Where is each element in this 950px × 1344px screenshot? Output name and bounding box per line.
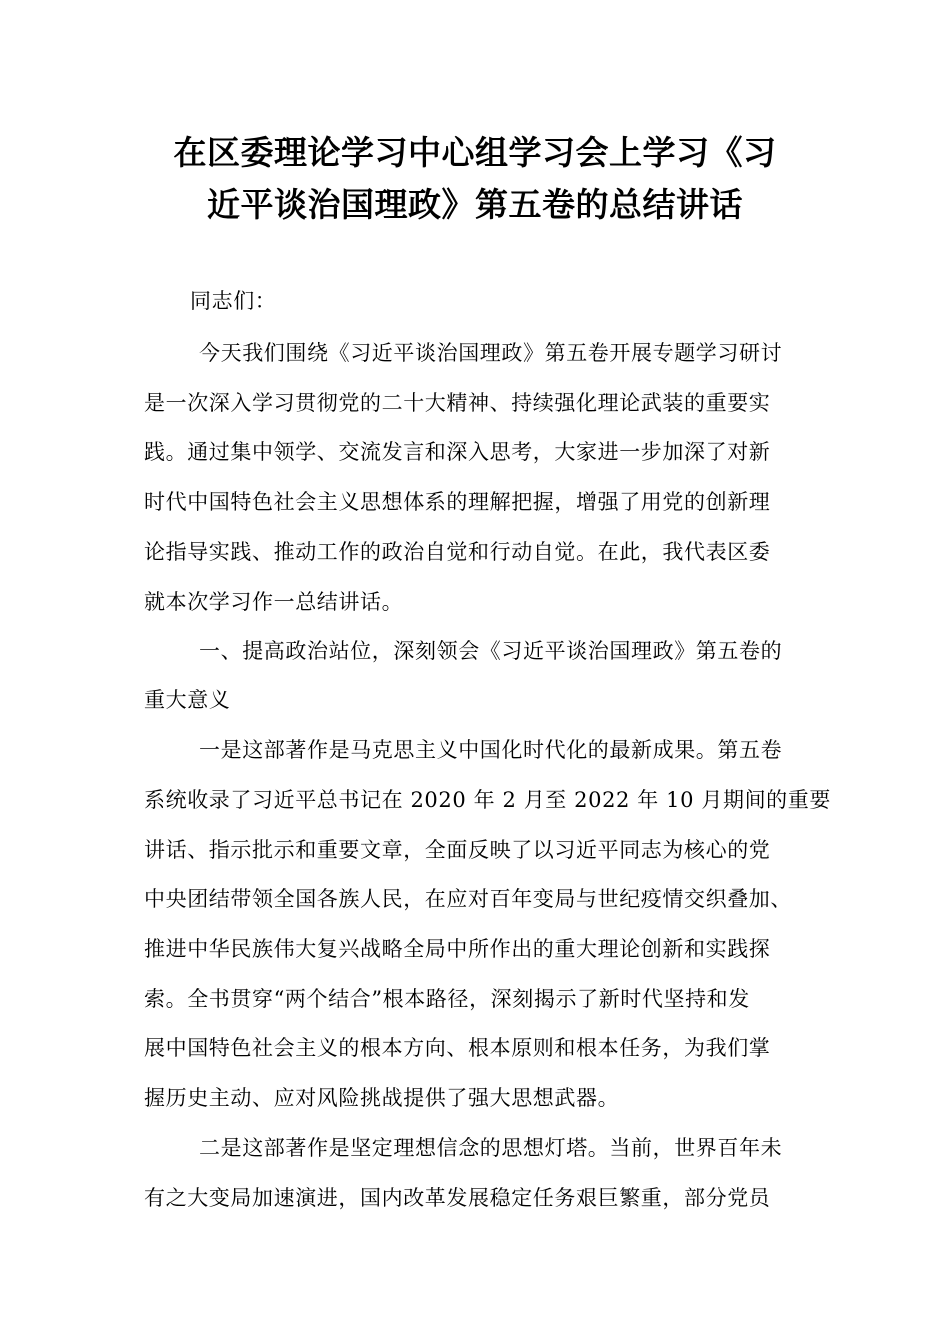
paragraph-line: 系统收录了习近平总书记在 2020 年 2 月至 2022 年 10 月期间的重要 [144, 788, 831, 812]
paragraph-line: 推进中华民族伟大复兴战略全局中所作出的重大理论创新和实践探 [144, 937, 771, 961]
paragraph-line: 今天我们围绕《习近平谈治国理政》第五卷开展专题学习研讨 [199, 341, 783, 365]
salutation: 同志们： [190, 289, 277, 313]
paragraph-line: 二是这部著作是坚定理想信念的思想灯塔。当前，世界百年未 [199, 1136, 783, 1160]
paragraph-line: 就本次学习作一总结讲话。 [144, 590, 404, 614]
paragraph-line: 索。全书贯穿“两个结合”根本路径，深刻揭示了新时代坚持和发 [144, 987, 750, 1011]
paragraph-line: 是一次深入学习贯彻党的二十大精神、持续强化理论武装的重要实 [144, 391, 771, 415]
section-heading-line: 重大意义 [144, 688, 231, 712]
paragraph-line: 论指导实践、推动工作的政治自觉和行动自觉。在此，我代表区委 [144, 540, 771, 564]
paragraph-line: 讲话、指示批示和重要文章，全面反映了以习近平同志为核心的党 [144, 838, 771, 862]
paragraph-line: 中央团结带领全国各族人民，在应对百年变局与世纪疫情交织叠加、 [144, 887, 792, 911]
paragraph-line: 一是这部著作是马克思主义中国化时代化的最新成果。第五卷 [199, 738, 783, 762]
section-heading-line: 一、提高政治站位，深刻领会《习近平谈治国理政》第五卷的 [199, 639, 783, 663]
paragraph-line: 时代中国特色社会主义思想体系的理解把握，增强了用党的创新理 [144, 490, 771, 514]
paragraph-line: 握历史主动、应对风险挑战提供了强大思想武器。 [144, 1086, 620, 1110]
paragraph-line: 展中国特色社会主义的根本方向、根本原则和根本任务，为我们掌 [144, 1036, 771, 1060]
paragraph-line: 践。通过集中领学、交流发言和深入思考，大家进一步加深了对新 [144, 440, 771, 464]
title-line-2: 近平谈治国理政》第五卷的总结讲话 [207, 185, 743, 224]
title-line-1: 在区委理论学习中心组学习会上学习《习 [173, 133, 777, 172]
paragraph-line: 有之大变局加速演进，国内改革发展稳定任务艰巨繁重，部分党员 [144, 1186, 771, 1210]
